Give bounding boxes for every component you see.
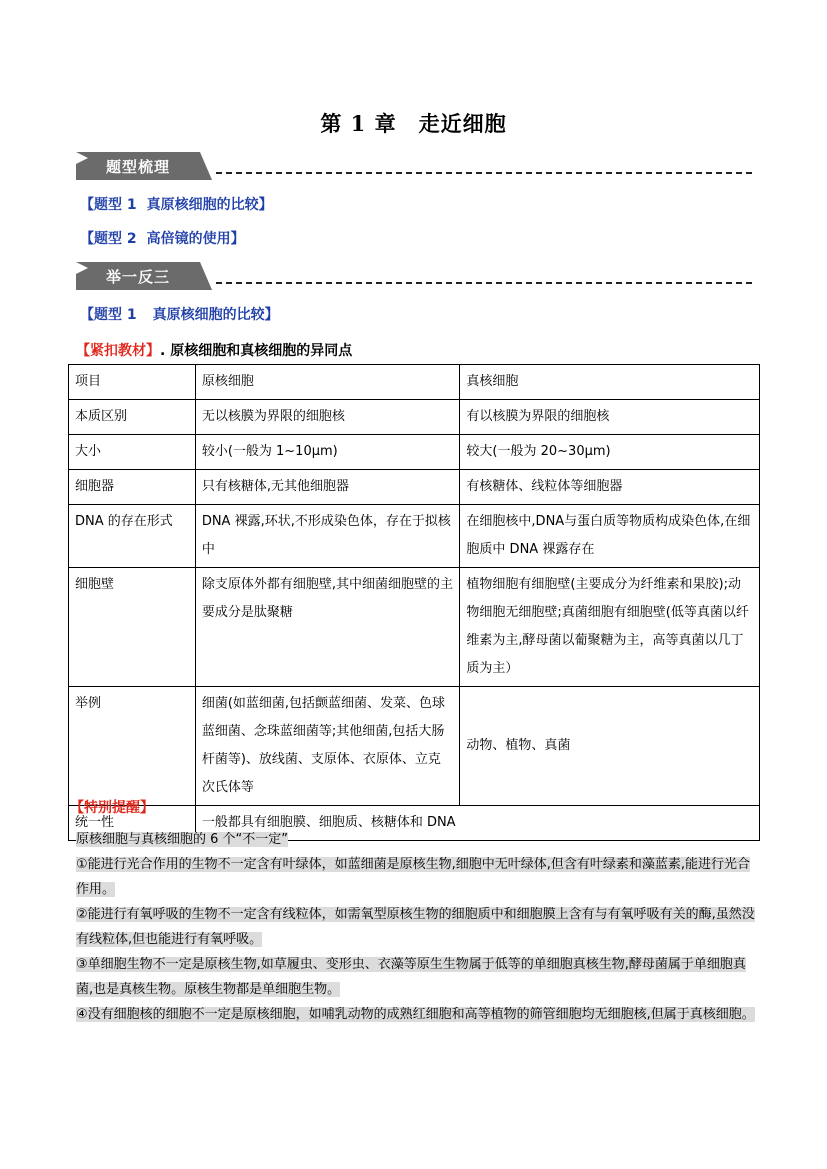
table-cell: DNA 裸露,环状,不形成染色体，存在于拟核中	[195, 505, 460, 568]
table-cell: 较小(一般为 1~10μm)	[195, 435, 460, 470]
table-row	[69, 470, 760, 505]
table-cell: 除支原体外都有细胞壁,其中细菌细胞壁的主要成分是肽聚糖	[195, 568, 460, 687]
remind-item: ②能进行有氧呼吸的生物不一定含有线粒体，如需氧型原核生物的细胞质中和细胞膜上含有与有氧呼吸有关的酶,虽然没有线粒体,但也能进行有氧呼吸。	[76, 907, 755, 947]
dash-divider	[216, 172, 752, 174]
remind-intro: 原核细胞与真核细胞的 6 个“不一定”	[76, 832, 289, 847]
comparison-table	[68, 364, 760, 841]
table-row	[69, 687, 760, 806]
table-cell: 细菌(如蓝细菌,包括颤蓝细菌、发菜、色球蓝细菌、念珠蓝细菌等;其他细菌,包括大肠杆菌等)、放线菌、支原体、衣原体、立克次氏体等	[195, 687, 460, 806]
banner-label: 题型梳理	[106, 158, 171, 176]
table-cell: 在细胞核中,DNA与蛋白质等物质构成染色体,在细胞质中 DNA 裸露存在	[460, 505, 760, 568]
table-cell: 细胞器	[69, 470, 196, 505]
table-cell: DNA 的存在形式	[69, 505, 196, 568]
subhead-text: . 原核细胞和真核细胞的异同点	[160, 343, 353, 359]
banner-tag	[76, 262, 212, 290]
overview-item-2[interactable]	[80, 228, 245, 248]
overview-tag: 【题型 2	[80, 231, 137, 247]
textbook-subhead	[76, 340, 352, 360]
remind-item: ④没有细胞核的细胞不一定是原核细胞，如哺乳动物的成熟红细胞和高等植物的筛管细胞均无细胞核,但属于真核细胞。	[76, 1007, 755, 1022]
section-banner-overview	[76, 152, 752, 180]
section-text: 真原核细胞的比较】	[152, 307, 279, 323]
subhead-label: 【紧扣教材】	[76, 343, 160, 359]
table-row	[69, 505, 760, 568]
table-row	[69, 568, 760, 687]
table-cell: 无以核膜为界限的细胞核	[195, 400, 460, 435]
dash-divider	[216, 282, 752, 284]
table-header-row	[69, 365, 760, 400]
overview-tag: 【题型 1	[80, 197, 137, 213]
table-header-cell: 真核细胞	[460, 365, 760, 400]
overview-item-1[interactable]	[80, 194, 273, 214]
overview-text: 真原核细胞的比较】	[146, 197, 273, 213]
remind-block	[76, 827, 760, 1027]
table-row	[69, 400, 760, 435]
table-row	[69, 435, 760, 470]
overview-text: 高倍镜的使用】	[146, 231, 245, 247]
table-cell: 本质区别	[69, 400, 196, 435]
remind-item: ③单细胞生物不一定是原核生物,如草履虫、变形虫、衣藻等原生生物属于低等的单细胞真核生物,酵母菌属于单细胞真菌,也是真核生物。原核生物都是单细胞生物。	[76, 957, 746, 997]
remind-title: 【特别提醒】	[70, 800, 154, 816]
banner-label: 举一反三	[106, 268, 171, 286]
table-cell: 细胞壁	[69, 568, 196, 687]
table-cell: 只有核糖体,无其他细胞器	[195, 470, 460, 505]
table-cell: 大小	[69, 435, 196, 470]
table-header-cell: 项目	[69, 365, 196, 400]
table-cell: 有核糖体、线粒体等细胞器	[460, 470, 760, 505]
table-cell-merged: 一般都具有细胞膜、细胞质、核糖体和 DNA	[195, 806, 759, 841]
table-header-cell: 原核细胞	[195, 365, 460, 400]
table-cell: 有以核膜为界限的细胞核	[460, 400, 760, 435]
table-cell: 较大(一般为 20~30μm)	[460, 435, 760, 470]
table-cell: 举例	[69, 687, 196, 806]
table-cell: 植物细胞有细胞壁(主要成分为纤维素和果胶);动物细胞无细胞壁;真菌细胞有细胞壁(低等真菌以纤维素为主,酵母菌以葡聚糖为主，高等真菌以几丁质为主）	[460, 568, 760, 687]
banner-tag	[76, 152, 212, 180]
section-tag: 【题型 1	[80, 307, 137, 323]
table-cell: 动物、植物、真菌	[460, 687, 760, 806]
section-banner-practice	[76, 262, 752, 290]
play-arrow-icon	[76, 262, 88, 274]
page-title: 第 1 章 走近细胞	[320, 111, 507, 136]
play-arrow-icon	[76, 152, 88, 164]
section-heading	[80, 304, 279, 324]
remind-item: ①能进行光合作用的生物不一定含有叶绿体，如蓝细菌是原核生物,细胞中无叶绿体,但含有叶绿素和藻蓝素,能进行光合作用。	[76, 857, 751, 897]
table-cell: 统一性	[69, 806, 196, 841]
